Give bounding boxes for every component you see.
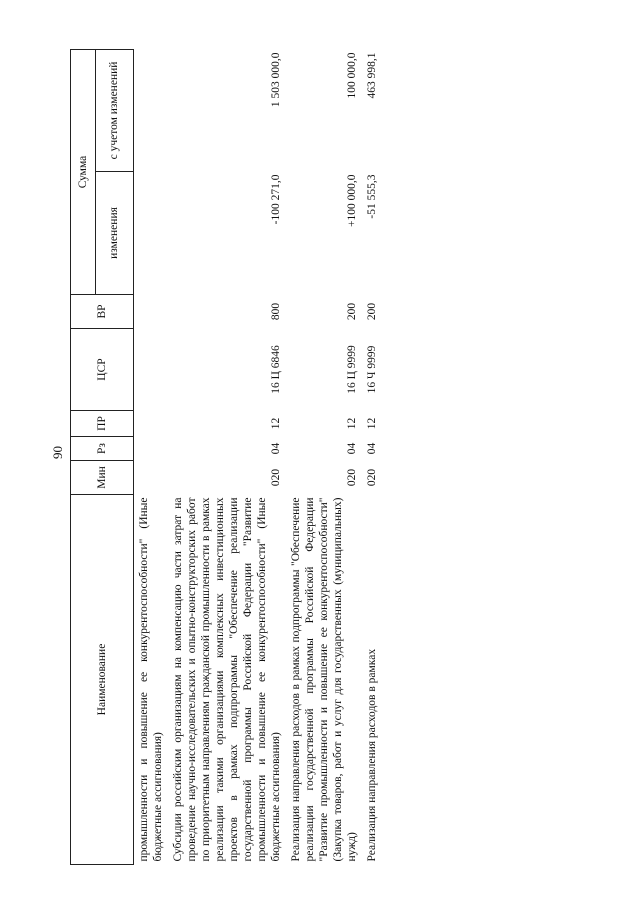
row-pr: 12: [270, 417, 282, 430]
row-with-change: 100 000,0: [346, 52, 358, 99]
row-with-change: 1 503 000,0: [270, 52, 282, 108]
table-row: [134, 50, 169, 865]
row-change: -51 555,3: [366, 174, 378, 219]
header-pr: ПР: [71, 411, 134, 437]
row-min: 020: [270, 468, 282, 487]
row-pr: [134, 411, 169, 437]
budget-table: [70, 49, 382, 865]
row-name: промышленности и повышение ее конкурентоспособности" (Иные бюджетные ассигнования): [138, 497, 164, 862]
row-name: Субсидии российским организациям на компенсацию части затрат на проведение научно-исследовательских и опытно-конструкторских работ по приоритетным направлениям гражданской промышленности в рамках реализации такими организациями комплексных инвестиционных проектов в рамках подпрограммы "Обеспечение реализации государственной программы Российской Федерации "Развитие промышленности и повышение ее конкурентоспособности" (Иные бюджетные ассигнования): [172, 497, 282, 862]
page-number: 90: [50, 446, 65, 459]
header-name: Наименование: [71, 495, 134, 865]
row-pr: 12: [346, 417, 358, 430]
row-vr: 200: [366, 302, 378, 321]
header-rz: Рз: [71, 437, 134, 461]
table-row: [362, 50, 382, 865]
table-row: [168, 50, 286, 865]
header-sum: Сумма: [71, 50, 96, 295]
row-change: -100 271,0: [270, 174, 282, 225]
row-min: [134, 461, 169, 495]
row-csr: [134, 329, 169, 411]
header-vr: ВР: [71, 295, 134, 329]
row-change: +100 000,0: [346, 174, 358, 227]
row-name: Реализация направления расходов в рамках подпрограммы "Обеспечение реализации государственной программы Российской Федерации "Развитие промышленности и повышение ее конкурентоспособности" (Закупка товаров, работ и услуг для государственных (муниципальных) нужд): [290, 497, 358, 862]
row-change: [134, 172, 169, 295]
row-csr: 16 Ц 6846: [270, 345, 282, 394]
row-vr: [134, 295, 169, 329]
row-name: Реализация направления расходов в рамках: [366, 648, 378, 862]
header-csr: ЦСР: [71, 329, 134, 411]
row-rz: 04: [366, 442, 378, 455]
row-min: 020: [366, 468, 378, 487]
row-vr: 200: [346, 302, 358, 321]
header-change: изменения: [96, 172, 134, 295]
row-rz: 04: [346, 442, 358, 455]
row-rz: 04: [270, 442, 282, 455]
row-vr: 800: [270, 302, 282, 321]
header-with-change: с учетом изменений: [96, 50, 134, 172]
row-pr: 12: [366, 417, 378, 430]
row-csr: 16 Ц 9999: [346, 345, 358, 394]
table-row: [286, 50, 362, 865]
row-min: 020: [346, 468, 358, 487]
header-min: Мин: [71, 461, 134, 495]
row-rz: [134, 437, 169, 461]
row-with-change: 463 998,1: [366, 52, 378, 99]
row-with-change: [134, 50, 169, 172]
row-csr: 16 Ч 9999: [366, 345, 378, 394]
